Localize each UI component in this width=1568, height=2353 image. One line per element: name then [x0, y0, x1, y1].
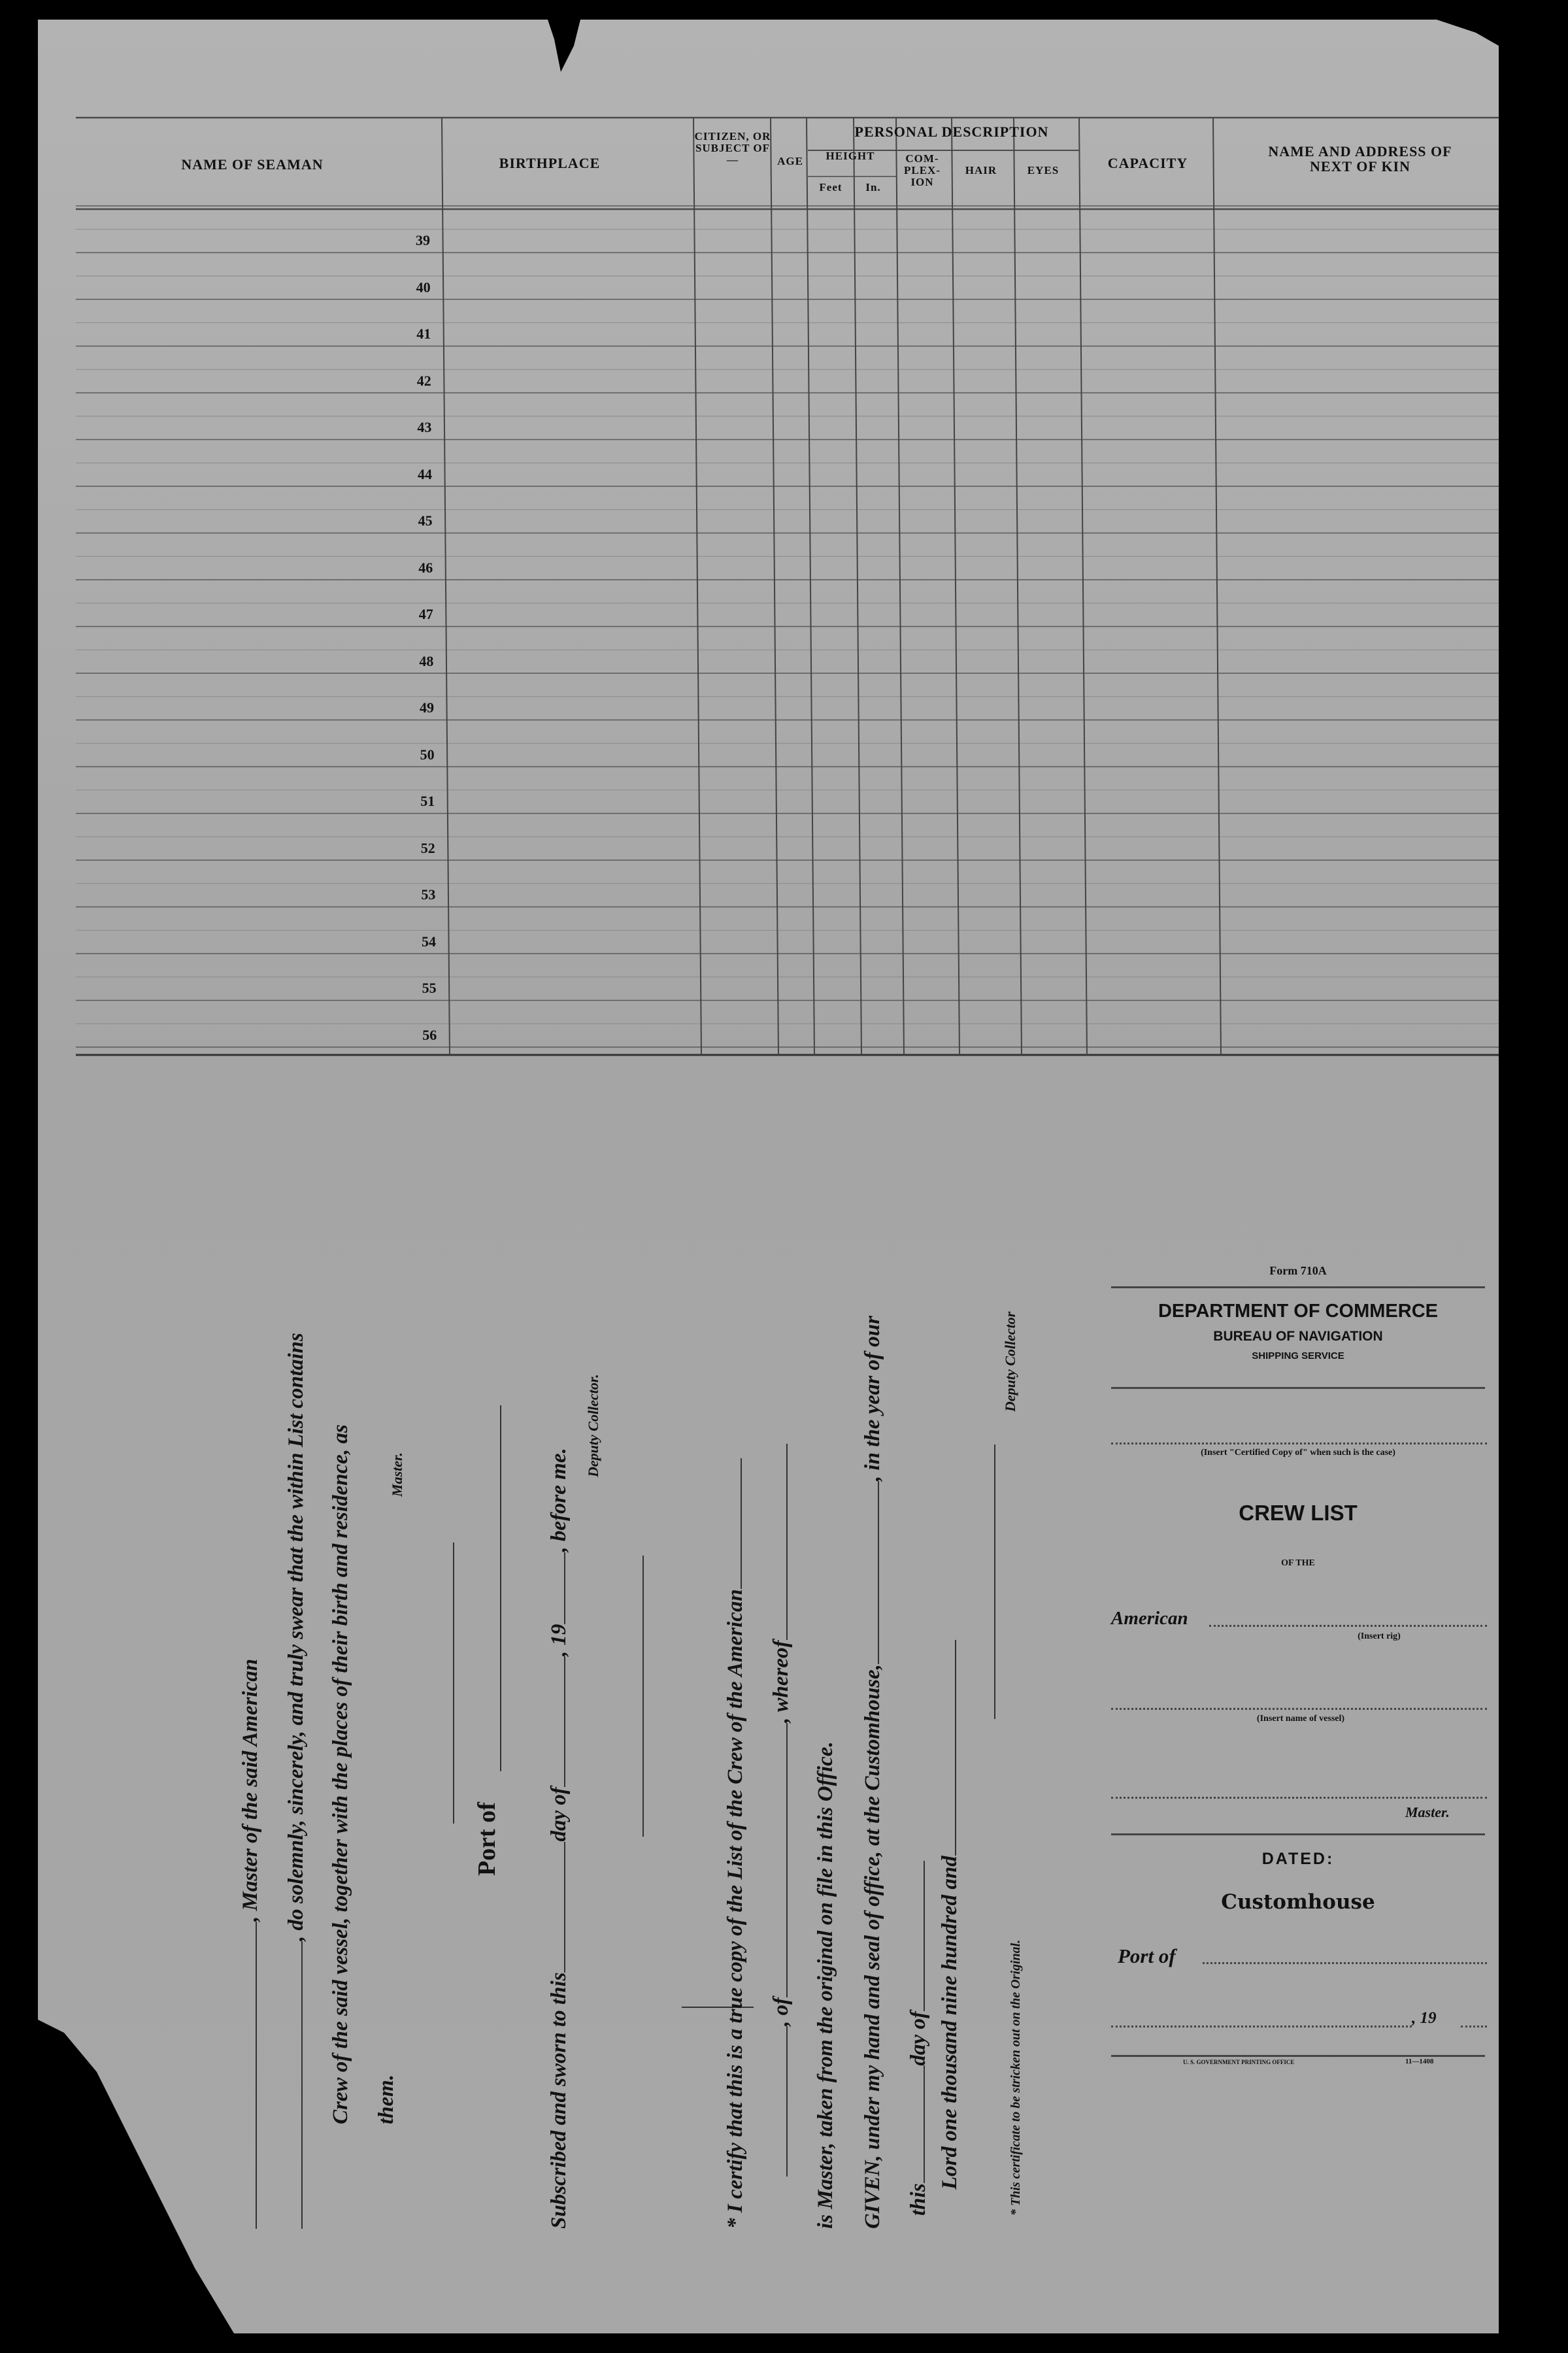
row-number: 48: [419, 652, 434, 669]
of-the-label: OF THE: [1281, 1558, 1315, 1568]
deputy-collector-2: Deputy Collector: [1002, 1311, 1018, 1412]
header-birthplace: BIRTHPLACE: [499, 155, 601, 171]
grid-line: [1079, 118, 1087, 1055]
bottom-rule: [1111, 2055, 1485, 2057]
grid-line: [693, 118, 701, 1055]
header-age: AGE: [777, 155, 803, 167]
row-number: 47: [418, 606, 433, 622]
cover-mid-rule: [1111, 1387, 1485, 1389]
oath-line-1: , Master of the said American: [237, 1659, 263, 2229]
row-number: 49: [420, 699, 434, 716]
header-inches: In.: [865, 181, 881, 193]
insert-certified-note: (Insert "Certified Copy of" when such is the case): [1201, 1448, 1395, 1458]
header-personal-description: PERSONAL DESCRIPTION: [854, 124, 1049, 140]
oath-block: [237, 1118, 956, 2229]
header-citizen: CITIZEN, OR SUBJECT OF—: [694, 130, 771, 166]
row-number: 51: [420, 793, 435, 809]
header-height: HEIGHT: [826, 150, 875, 162]
dated-label: DATED:: [1261, 1850, 1335, 1868]
row-number: 41: [416, 325, 431, 342]
header-complexion: COM- PLEX- ION: [904, 152, 941, 188]
row-number: 43: [417, 419, 432, 435]
oath-line-4: them.: [375, 2074, 398, 2124]
american-label: American: [1111, 1608, 1188, 1629]
port-line: [1203, 1962, 1487, 1964]
port-of-label: Port of: [1118, 1944, 1176, 1967]
crew-table: [76, 72, 1499, 1105]
header-name-of-seaman: NAME OF SEAMAN: [181, 156, 324, 173]
header-next-of-kin: NAME AND ADDRESS OF NEXT OF KIN: [1268, 143, 1452, 175]
cover-top-rule: [1111, 1286, 1485, 1288]
cert-line-6: Lord one thousand nine hundred and: [937, 1640, 962, 2190]
oath-port-of: Port of: [473, 1802, 501, 1876]
cert-line-1: * I certify that this is a true copy of the List of the Crew of the American: [722, 1458, 748, 2229]
footnote: * This certificate to be stricken out on the Original.: [1009, 1939, 1023, 2216]
table-grid: [76, 72, 1499, 1105]
row-number: 52: [420, 839, 435, 856]
header-capacity: CAPACITY: [1107, 155, 1188, 171]
header-hair: HAIR: [965, 164, 997, 176]
service-title: SHIPPING SERVICE: [1252, 1350, 1344, 1361]
master-signature-line: [453, 1543, 454, 1824]
header-feet: Feet: [819, 181, 842, 193]
row-number: 44: [418, 465, 432, 482]
printer-imprint: U. S. GOVERNMENT PRINTING OFFICE: [1183, 2059, 1295, 2065]
grid-line: [1014, 118, 1022, 1055]
header-eyes: EYES: [1027, 164, 1059, 176]
grid-line: [854, 118, 861, 1055]
row-number: 50: [420, 746, 435, 763]
master-label-cover: Master.: [1405, 1804, 1450, 1820]
crew-list-title: CREW LIST: [1239, 1501, 1358, 1525]
cert-line-4: GIVEN, under my hand and seal of office, at the Customhouse,, in the year of our: [861, 1316, 884, 2229]
dept-title: DEPARTMENT OF COMMERCE: [1158, 1301, 1438, 1322]
insert-vessel-note: (Insert name of vessel): [1256, 1714, 1345, 1724]
rig-line: [1209, 1625, 1487, 1627]
printer-code: 11—1408: [1405, 2058, 1434, 2065]
oath-line-3: Crew of the said vessel, together with the places of their birth and residence, as: [329, 1424, 352, 2124]
deputy1-line: [642, 1556, 644, 1837]
row-number: 42: [416, 372, 431, 389]
crew-list-page: [38, 20, 1499, 2333]
grid-line: [771, 118, 778, 1055]
master-line: [1111, 1797, 1487, 1799]
cert-line-3: is Master, taken from the original on file in this Office.: [814, 1741, 837, 2229]
dated-rule: [1111, 1833, 1485, 1835]
deputy2-line: [994, 1444, 995, 1719]
row-number: 56: [422, 1026, 437, 1043]
insert-rig-note: (Insert rig): [1358, 1631, 1401, 1641]
form-number: Form 710A: [1269, 1264, 1327, 1277]
grid-line: [1213, 118, 1221, 1055]
year-line: [1111, 2026, 1412, 2028]
subscribed-line: Subscribed and sworn to thisday of, 19, before me.: [547, 1448, 571, 2229]
row-number: 55: [422, 980, 437, 996]
grid-line: [442, 118, 450, 1055]
row-number: 40: [416, 278, 431, 295]
row-number: 46: [418, 559, 433, 576]
row-number: 53: [421, 886, 436, 903]
certified-copy-line: [1111, 1443, 1487, 1444]
deputy-collector-1: Deputy Collector.: [585, 1374, 601, 1477]
cert-line-5: thisday of: [905, 1861, 931, 2216]
customhouse-label: Customhouse: [1221, 1890, 1375, 1914]
master-label: Master.: [389, 1452, 405, 1497]
oath-block-2: [937, 1118, 1198, 2229]
row-number: 39: [416, 232, 430, 248]
grid-line: [896, 118, 904, 1055]
vessel-line: [1111, 1708, 1487, 1710]
grid-line: [807, 118, 814, 1055]
year-label: , 19: [1412, 2009, 1437, 2027]
port-of-line: [500, 1405, 501, 1771]
oath-line-2: , do solemnly, sincerely, and truly swear that the within List contains: [283, 1333, 309, 2229]
row-number: 54: [422, 933, 436, 950]
bureau-title: BUREAU OF NAVIGATION: [1213, 1329, 1383, 1344]
grid-line: [952, 118, 959, 1055]
row-number: 45: [418, 512, 433, 529]
cert-line-2: , of, whereof: [768, 1444, 793, 2177]
year-blank: [1461, 2026, 1487, 2028]
